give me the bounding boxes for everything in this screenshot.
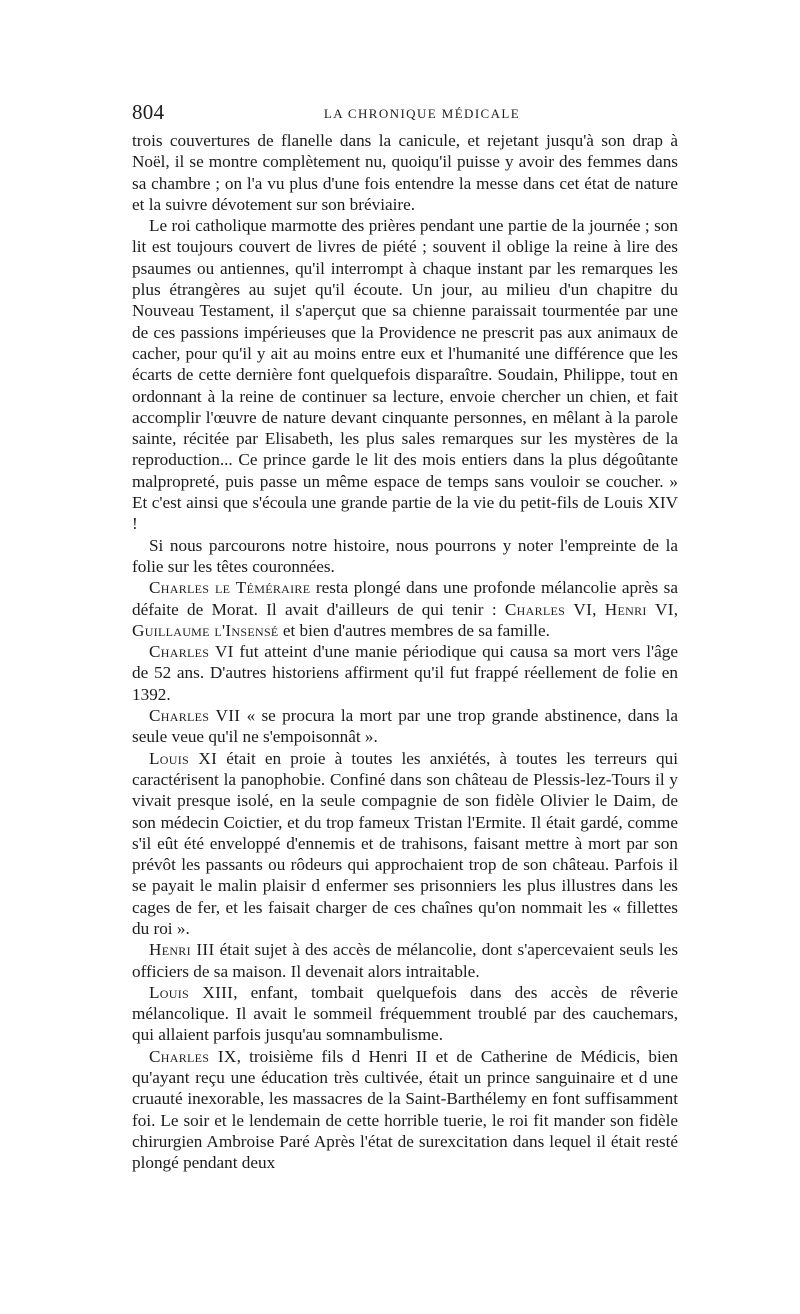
person-name: Charles VI xyxy=(504,599,593,619)
person-name: Louis XIII xyxy=(149,982,234,1002)
paragraph-text: resta plongé dans une profonde mélancolie après sa défaite de Morat. Il avait d'ailleurs de qui tenir : xyxy=(132,578,678,619)
paragraph-text: fut atteint d'une manie périodique qui causa sa mort vers l'âge de 52 ans. D'autres historiens affirment qu'il fut frappé réellement de folie en 1392. xyxy=(132,642,678,704)
paragraph xyxy=(132,641,678,705)
paragraph xyxy=(132,577,678,641)
book-page xyxy=(132,96,678,1174)
paragraph xyxy=(132,130,678,215)
person-name: Charles VII xyxy=(149,706,241,726)
paragraph-text: , xyxy=(592,599,605,619)
paragraph xyxy=(132,1046,678,1174)
body-text xyxy=(132,130,678,1174)
paragraph-text: , xyxy=(673,599,679,619)
paragraph xyxy=(132,705,678,748)
paragraph-text: Le roi catholique marmotte des prières pendant une partie de la journée ; son lit est toujours couvert de livres de piété ; souvent il oblige la reine à lire des psaumes ou antiennes, qu'il interrompt à chaque instant par les remarques les plus étrangères au sujet qu'il écoute. Un jour, au milieu d'un chapitre du Nouveau Testament, il s'aperçut que sa chienne paraissait tourmentée par une de ces passions impérieuses que la Providence ne prescrit pas aux animaux de cacher, pour qu'il y ait au moins entre eux et l'humanité une différence que les écarts de cette dernière font quelquefois disparaître. Soudain, Philippe, tout en ordonnant à la reine de continuer sa lecture, envoie chercher un chien, et fait accomplir l'œuvre de nature devant cinquante personnes, en mêlant à la parole sainte, récitée par Elisabeth, les plus sales remarques sur les mystères de la reproduction... Ce prince garde le lit des mois entiers dans la plus dégoûtante malpropreté, puis passe un même espace de temps sans vouloir se coucher. » Et c'est ainsi que s'écoula une grande partie de la vie du petit-fils de Louis XIV ! xyxy=(132,216,678,534)
page-number: 804 xyxy=(132,100,165,124)
paragraph-text: trois couvertures de flanelle dans la canicule, et rejetant jusqu'à son drap à Noël, il se montre complètement nu, quoiqu'il puisse y avoir des femmes dans sa chambre ; on l'a vu plus d'une fois entendre la messe dans cet état de nature et la suivre dévotement sur son bréviaire. xyxy=(132,131,678,214)
paragraph-text: était en proie à toutes les anxiétés, à toutes les terreurs qui caractérisent la panophobie. Confiné dans son château de Plessis-lez-Tours il y vivait presque isolé, en la seule compagnie de son fidèle Olivier le Daim, de son médecin Coictier, et du trop fameux Tristan l'Ermite. Il était gardé, comme s'il eût été enveloppé d'ennemis et de trahisons, faisant mettre à mort par son prévôt les passants ou rôdeurs qui approchaient trop de son château. Parfois il se payait le malin plaisir d enfermer ses prisonniers les plus illustres dans les cages de fer, et les faisait charger de ces chaînes qu'on nommait les « fillettes du roi ». xyxy=(132,748,678,938)
paragraph xyxy=(132,215,678,534)
person-name: Charles IX xyxy=(149,1046,237,1066)
person-name: Charles le Téméraire xyxy=(149,578,311,598)
page-header xyxy=(132,96,678,130)
paragraph-text: « se procura la mort par une trop grande abstinence, dans la seule veue qu'il ne s'empoisonnât ». xyxy=(132,706,678,747)
paragraph-text: , troisième fils d Henri II et de Catherine de Médicis, bien qu'ayant reçu une éducation très cultivée, était un prince sanguinaire et d une cruauté inexorable, les massacres de la Saint-Barthélemy en font suffisamment foi. Le soir et le lendemain de cette horrible tuerie, le roi fit mander son fidèle chirurgien Ambroise Paré Après l'état de surexcitation dans lequel il était resté plongé pendant deux xyxy=(132,1046,678,1173)
paragraph xyxy=(132,748,678,940)
paragraph xyxy=(132,982,678,1046)
person-name: Henri VI xyxy=(604,599,674,619)
paragraph-text: Si nous parcourons notre histoire, nous pourrons y noter l'empreinte de la folie sur les têtes couronnées. xyxy=(132,535,678,576)
paragraph-text: était sujet à des accès de mélancolie, dont s'apercevaient seuls les officiers de sa maison. Il devenait alors intraitable. xyxy=(132,940,679,981)
paragraph-text: et bien d'autres membres de sa famille. xyxy=(278,620,550,640)
running-title: LA CHRONIQUE MÉDICALE xyxy=(323,106,521,121)
paragraph xyxy=(132,939,678,982)
person-name: Henri III xyxy=(149,940,215,960)
paragraph xyxy=(132,535,678,578)
person-name: Guillaume l'Insensé xyxy=(132,620,279,640)
person-name: Charles VI xyxy=(149,642,234,662)
person-name: Louis XI xyxy=(149,748,218,768)
paragraph-text: , enfant, tombait quelquefois dans des accès de rêverie mélancolique. Il avait le sommeil fréquemment troublé par des cauchemars, qui allaient parfois jusqu'au somnambulisme. xyxy=(132,982,678,1045)
